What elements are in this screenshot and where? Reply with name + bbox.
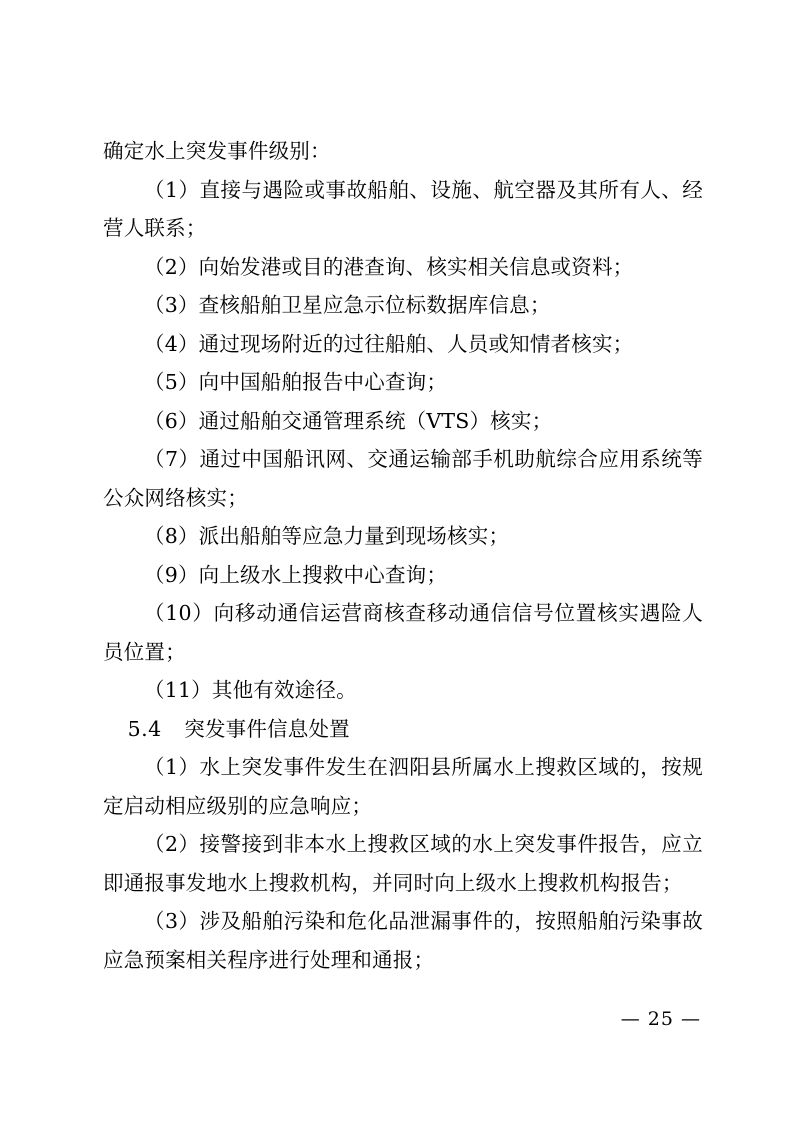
- list-item: （2）接警接到非本水上搜救区域的水上突发事件报告，应立即通报事发地水上搜救机构，并同时向上级水上搜救机构报告；: [103, 832, 703, 895]
- document-body: [103, 132, 703, 979]
- list-item: （2）向始发港或目的港查询、核实相关信息或资料；: [144, 254, 634, 279]
- list-item: （10）向移动通信运营商核查移动通信信号位置核实遇险人员位置；: [103, 601, 703, 664]
- list-item: （1）直接与遇险或事故船舶、设施、航空器及其所有人、经营人联系；: [103, 177, 703, 240]
- paragraph: 确定水上突发事件级别：: [103, 139, 331, 163]
- list-item: （1）水上突发事件发生在泗阳县所属水上搜救区域的，按规定启动相应级别的应急响应；: [103, 755, 703, 818]
- list-item: （4）通过现场附近的过往船舶、人员或知情者核实；: [144, 331, 634, 356]
- list-item: （6）通过船舶交通管理系统（VTS）核实；: [144, 408, 553, 433]
- list-item: （8）派出船舶等应急力量到现场核实；: [144, 524, 510, 548]
- page-number: — 25 —: [620, 1008, 701, 1030]
- list-item: （9）向上级水上搜救中心查询；: [144, 562, 448, 587]
- section-heading: [103, 710, 703, 749]
- section-title: 突发事件信息处置: [184, 716, 350, 741]
- list-item: （11）其他有效途径。: [144, 678, 357, 702]
- list-item: （7）通过中国船讯网、交通运输部手机助航综合应用系统等公众网络核实；: [103, 447, 703, 510]
- list-item: （5）向中国船舶报告中心查询；: [144, 370, 448, 394]
- list-item: （3）查核船舶卫星应急示位标数据库信息；: [144, 293, 551, 317]
- list-item: （3）涉及船舶污染和危化品泄漏事件的，按照船舶污染事故应急预案相关程序进行处理和通报；: [103, 909, 703, 972]
- section-number: 5.4: [127, 716, 162, 741]
